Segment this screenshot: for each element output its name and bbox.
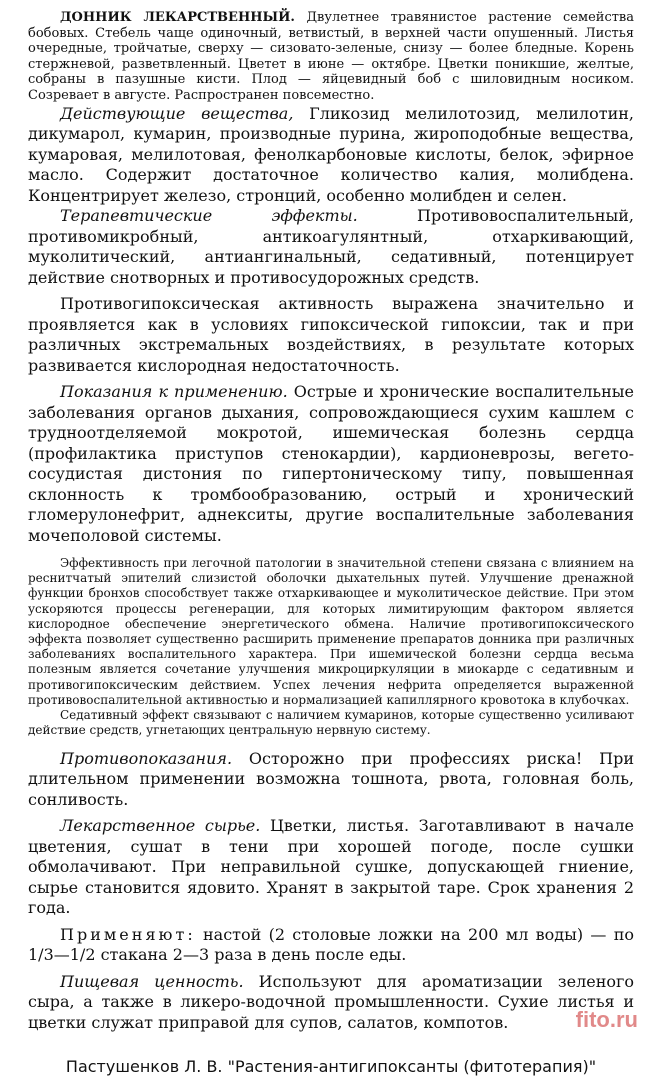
substances-heading: Действующие вещества, (60, 103, 294, 123)
indications-heading: Показания к применению. (60, 382, 288, 402)
substances-text: Гликозид мелилотозид, мелилотин, дикумарол, кумарин, производные пурина, жироподобные вещества, кумаровая, мелилотовая, фенолкарбоновые кислоты, белок, эфирное масло. Содержит достаточное количество калия, молибдена. Концентрирует железо, стронций, особенно молибден и селен. (28, 103, 634, 205)
contraindications-heading: Противопоказания. (60, 748, 233, 768)
site-watermark: fito.ru (575, 1007, 638, 1032)
contraindications-paragraph (28, 749, 634, 811)
usage-heading: Применяют: (60, 924, 196, 944)
intro-paragraph (28, 10, 634, 104)
effects-paragraph (28, 206, 634, 288)
usage-paragraph (28, 925, 634, 966)
contraindications-text: Осторожно при профессиях риска! При длительном применении возможна тошнота, рвота, головная боль, сонливость. (28, 748, 634, 809)
plant-title: ДОННИК ЛЕКАРСТВЕННЫЙ. (60, 10, 295, 25)
effects-heading: Терапевтические эффекты. (60, 206, 358, 226)
food-value-text: Используют для ароматизации зеленого сыра, а также в ликеро-водочной промышленности. Сухие листья и цветки служат приправой для супов, салатов, компотов. (28, 971, 635, 1032)
food-value-paragraph (28, 972, 634, 1034)
indications-text: Острые и хронические воспалительные заболевания органов дыхания, сопровождающиеся сухим кашлем с трудноотделяемой мокротой, ишемическая болезнь сердца (профилактика приступов стенокардии), кардионеврозы, вегето-сосудистая дистония по гипертоническому типу, повышенная склонность к тромбообразованию, острый и хронический гломерулонефрит, аднекситы, другие воспалительные заболевания мочеполовой системы. (28, 382, 635, 545)
indications-paragraph (28, 382, 634, 546)
raw-material-text: Цветки, листья. Заготавливают в начале цветения, сушат в тени при хорошей погоде, после сушки обмолачивают. При неправильной сушке, допускающей гниение, сырье становится ядовито. Хранят в закрытой таре. Срок хранения 2 года. (28, 816, 634, 917)
intro-text: Двулетнее травянистое растение семейства бобовых. Стебель чаще одиночный, ветвистый, в верхней части опушенный. Листья очередные, тройчатые, сверху — сизовато-зеленые, снизу — более бледные. Корень стержневой, разветвленный. Цветет в июне — октябре. Цветки поникшие, желтые, собраны в пазушные кисти. Плод — яйцевидный боб с шиловидным носиком. Созревает в августе. Распространен повсеместно. (28, 10, 635, 103)
notes-paragraph-1: Эффективность при легочной патологии в значительной степени связана с влиянием на реснитчатый эпителий слизистой оболочки дыхательных путей. Улучшение дренажной функции бронхов способствует также отхаркивающее и муколитическое действие. При этом ускоряются процессы регенерации, для которых лимитирующим фактором является кислородное обеспечение энергетического обмена. Наличие противогипоксического эффекта позволяет существенно расширить применение препаратов донника при различных заболеваниях воспалительного характера. При ишемической болезни сердца весьма полезным является сочетание улучшения микроциркуляции в миокарде с седативным и противогипоксическим действием. Успех лечения нефрита определяется выраженной противовоспалительной активностью и нормализацией капиллярного кровотока в клубочках. (28, 556, 634, 707)
source-citation: Пастушенков Л. В. "Растения-антигипоксанты (фитотерапия)" (65, 1057, 597, 1076)
antihypoxic-paragraph: Противогипоксическая активность выражена значительно и проявляется как в условиях гипоксической гипоксии, так и при различных экстремальных воздействиях, в результате которых развивается кислородная недостаточность. (28, 294, 634, 375)
effects-text: Противовоспалительный, противомикробный, антикоагулянтный, отхаркивающий, муколитический, антиангинальный, седативный, потенцирует действие снотворных и противосудорожных средств. (28, 206, 634, 287)
usage-text: настой (2 столовые ложки на 200 мл воды) — по 1/3—1/2 стакана 2—3 раза в день после еды. (28, 924, 634, 964)
notes-paragraph-2: Седативный эффект связывают с наличием кумаринов, которые существенно усиливают действие средств, угнетающих центральную нервную систему. (28, 708, 634, 738)
food-value-heading: Пищевая ценность. (60, 971, 244, 991)
substances-paragraph (28, 104, 634, 207)
raw-material-paragraph (28, 816, 634, 919)
raw-material-heading: Лекарственное сырье. (60, 816, 261, 835)
